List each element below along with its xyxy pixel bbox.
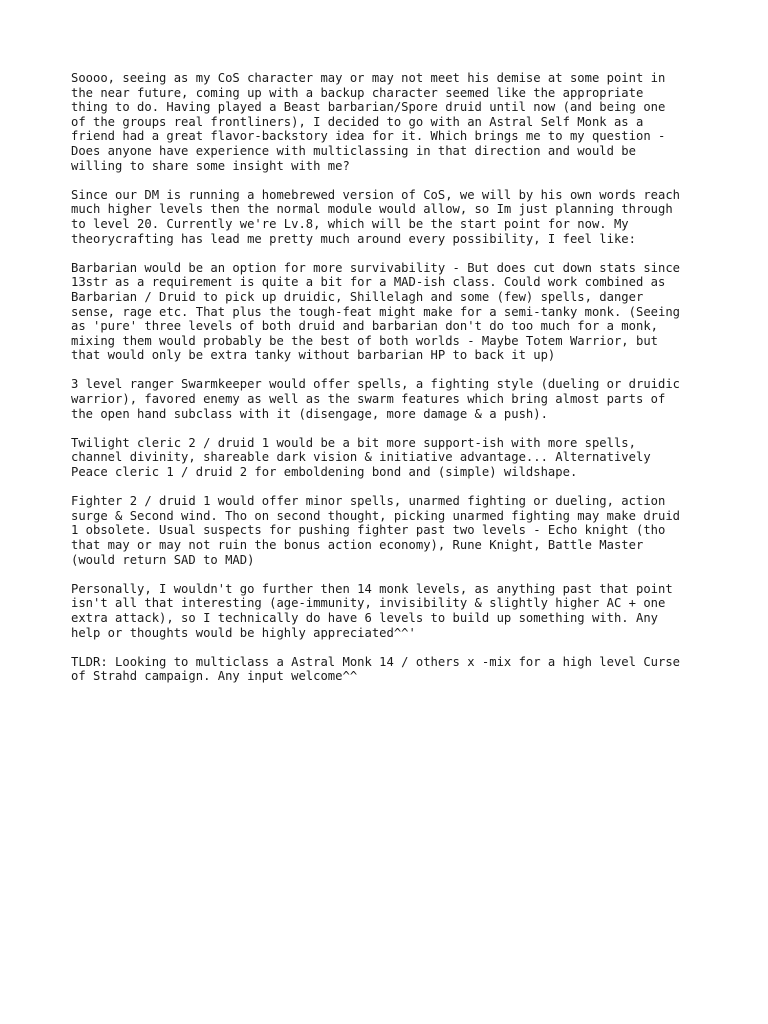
paragraph-barbarian-option: Barbarian would be an option for more survivability - But does cut down stats since 13str as a requirement is quite a bit for a MAD-ish class. Could work combined as Barbarian / Druid to pick up druidic, Shillelagh and some (few) spells, danger sense, rage etc. That plus the tough-feat might make for a semi-tanky monk. (Seeing as 'pure' three levels of both druid and barbarian don't do too much for a monk, mixing them would probably be the best of both worlds - Maybe Totem Warrior, but that would only be extra tanky without barbarian HP to back it up) [71, 260, 681, 363]
paragraph-personal-plan: Personally, I wouldn't go further then 14 monk levels, as anything past that point isn't all that interesting (age-immunity, invisibility & slightly higher AC + one extra attack), so I technically do have 6 levels to build up something with. Any help or thoughts would be highly appreciated^^' [71, 581, 673, 640]
paragraph-campaign-context: Since our DM is running a homebrewed version of CoS, we will by his own words reach much higher levels then the normal module would allow, so Im just planning through to level 20. Currently we're Lv.8, which will be the start point for now. My theorycrafting has lead me pretty much around every possibility, I feel like: [71, 187, 681, 246]
paragraph-ranger-option: 3 level ranger Swarmkeeper would offer spells, a fighting style (dueling or druidic warrior), favored enemy as well as the swarm features which bring almost parts of the open hand subclass with it (disengage, more damage & a push). [71, 377, 681, 421]
paragraph-intro: Soooo, seeing as my CoS character may or may not meet his demise at some point in the near future, coming up with a backup character seemed like the appropriate thing to do. Having played a Beast barbarian/Spore druid until now (and being one of the groups real frontliners), I decided to go with an Astral Self Monk as a friend had a great flavor-backstory idea for it. Which brings me to my question - Does anyone have experience with multiclassing in that direction and would be willing to share some insight with me? [71, 71, 666, 173]
document-page [71, 71, 711, 699]
paragraph-tldr: TLDR: Looking to multiclass a Astral Monk 14 / others x -mix for a high level Curse of Strahd campaign. Any input welcome^^ [71, 654, 681, 684]
paragraph-fighter-option: Fighter 2 / druid 1 would offer minor spells, unarmed fighting or dueling, action surge & Second wind. Tho on second thought, picking unarmed fighting may make druid 1 obsolete. Usual suspects for pushing fighter past two levels - Echo knight (tho that may or may not ruin the bonus action economy), Rune Knight, Battle Master (would return SAD to MAD) [71, 494, 681, 567]
paragraph-cleric-option: Twilight cleric 2 / druid 1 would be a bit more support-ish with more spells, channel divinity, shareable dark vision & initiative advantage... Alternatively Peace cleric 1 / druid 2 for emboldening bond and (simple) wildshape. [71, 435, 651, 480]
